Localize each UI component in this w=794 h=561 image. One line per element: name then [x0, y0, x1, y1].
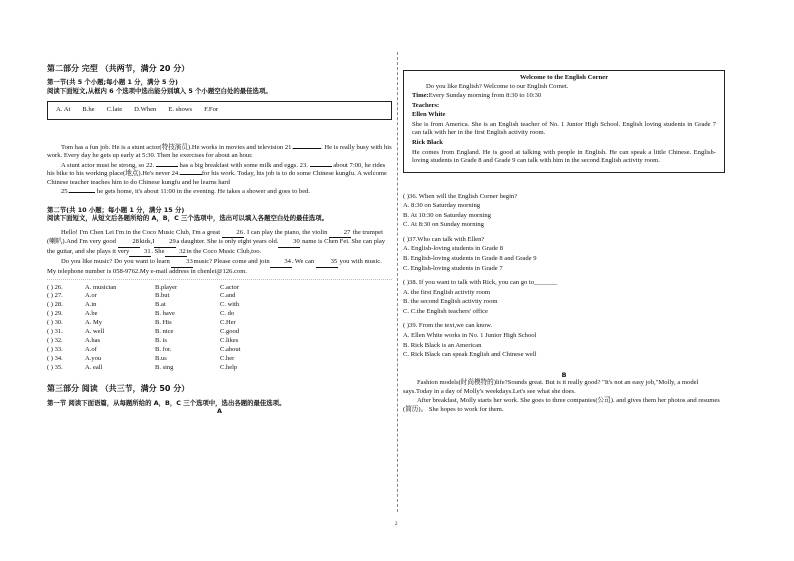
question-option: C. C.the English teachers' office — [403, 307, 488, 315]
question-option: A. Ellen White works in No. 1 Junior High School — [403, 331, 537, 339]
choice-number: ( ) 30. — [47, 319, 63, 327]
choice-c: C.good — [220, 327, 239, 335]
option-b: B.he — [82, 106, 95, 114]
english-corner-title: Welcome to the English Corner — [519, 74, 609, 81]
question-option: A. the first English activity room — [403, 288, 491, 296]
choice-b: B. nice — [155, 327, 174, 335]
choice-row — [47, 363, 240, 372]
cloze2-para1: Hello! I'm Chen Lei I'm in the Coco Music Club, I'm a great 26. I can play the piano, the violin 27 the trumpet (喇叭).And I'm very good 28kids,I 29a daughter. She is only eight years old. 30 name is Chen Fei. She can play the guitar, and she plays it very 31. She 32in the Coco Music Club,too. — [47, 229, 392, 258]
right-column — [403, 70, 725, 415]
choice-c: C.her — [220, 354, 235, 362]
choice-row — [47, 337, 240, 346]
question-option: A. 8:30 on Saturday morning — [403, 202, 481, 210]
choice-row — [47, 283, 240, 292]
teacher-name-2: Rick Black — [412, 138, 443, 146]
left-column — [47, 60, 392, 415]
cloze1-para1: Tom has a fun job. He is a stunt actor(特技演员).He works in movies and television 21. . He is really busy with his work. Every day he gets up early at 5:30. Then he exercises for about an hour. — [47, 143, 392, 160]
choice-number: ( ) 32. — [47, 336, 63, 344]
english-corner-time: Time:Every Sunday morning from 8:30 to 10:30 — [412, 92, 542, 100]
choice-number: ( ) 28. — [47, 301, 63, 309]
teacher-name-1: Ellen White — [412, 111, 446, 119]
part2-s2-title: 第二节(共 10 小题；每小题 1 分，满分 15 分) — [47, 205, 185, 214]
choice-b: B.but — [155, 292, 170, 300]
choice-row — [47, 301, 240, 310]
question-text: ( )36. When will the English Corner begin? — [403, 192, 518, 200]
question-option: A. English-loving students in Grade 8 — [403, 245, 503, 253]
option-a: A. At — [56, 106, 71, 114]
choice-row — [47, 310, 240, 319]
section-b-para1: Fashion models(时尚模特的)life?Sounds great. But is it really good? "It's not an easy job,"Molly, a model says.Today in a day of Molly's weekdays.Let's see what she does. — [403, 378, 699, 395]
cloze1-para2: A stunt actor must be strong, so 22. has a big breakfast with some milk and eggs. 23. about 7:00, he rides his bike to his working place(地点).He's never 24. for his work. Today, his job is to do some Chinese kungfu. A welcome Chinese teacher teaches him to do Chinese kungfu and he learns hard — [47, 161, 387, 186]
choice-row — [47, 355, 240, 364]
choice-c: C.Her — [220, 319, 236, 327]
teacher-desc-2: He comes from England. He is good at talking with people in English. He can speak a little Chinese. English-loving students in Grade 8 and Grade 9 can talk with him in the second English activity room. — [412, 148, 716, 165]
choice-a: A.you — [85, 354, 102, 362]
part2-s1-instructions: 阅读下面短文,从框内 6 个选项中选出能分别填入 5 个小题空白处的最佳选项。 — [47, 86, 272, 95]
separator — [47, 279, 392, 280]
choice-c: C.help — [220, 363, 238, 371]
section-a-label: A — [217, 407, 222, 416]
question-option: C. English-loving students in Grade 7 — [403, 264, 503, 272]
choices-table — [47, 283, 240, 372]
choice-number: ( ) 29. — [47, 310, 63, 318]
choice-a: A. well — [85, 327, 105, 335]
options-box — [47, 101, 392, 120]
english-corner-intro: Do you like English? Welcome to our English Cornet. — [426, 82, 569, 90]
choice-c: C. do — [220, 310, 235, 318]
question-item — [403, 236, 725, 273]
teacher-desc-1: She is from America. She is an English teacher of No. 1 Junior High School. English loving students in Grade 7 can talk with her in the first English activity room. — [412, 120, 716, 137]
questions-list — [403, 193, 725, 360]
question-option: C. At 8:30 on Sunday morning — [403, 221, 484, 229]
english-corner-box — [403, 70, 725, 173]
choice-a: A.has — [85, 336, 100, 344]
option-c: C.late — [106, 106, 123, 114]
choice-b: B. for. — [155, 345, 172, 353]
choice-number: ( ) 26. — [47, 283, 63, 291]
choice-c: C.actor — [220, 283, 239, 291]
question-option: B. Rick Black is an American — [403, 341, 482, 349]
question-text: ( )38. If you want to talk with Rick, you can go to_______ — [403, 279, 558, 287]
choice-a: A.in — [85, 301, 97, 309]
question-item — [403, 322, 725, 359]
question-option: B. English-loving students in Grade 8 and Grade 9 — [403, 255, 537, 262]
option-d: D.When — [134, 106, 157, 114]
page-number: 2 — [395, 522, 398, 527]
cloze1-para3: 25. he gets home, it's about 11:00 in the evening. He takes a shower and goes to bed. — [61, 188, 311, 196]
choice-b: B. is — [155, 336, 167, 344]
choice-b: B.at — [155, 301, 166, 309]
choice-b: B. sing — [155, 363, 174, 371]
option-f: F.For — [204, 106, 219, 114]
choice-number: ( ) 34. — [47, 354, 63, 362]
choice-a: A.of — [85, 345, 97, 353]
question-option: B. the second English activity room — [403, 298, 498, 306]
choice-a: A.be — [85, 310, 98, 318]
choice-c: C.likes — [220, 336, 239, 344]
question-text: ( )37.Who can talk with Ellen? — [403, 235, 485, 243]
question-item — [403, 193, 725, 230]
choice-row — [47, 328, 240, 337]
column-divider — [397, 52, 398, 512]
choice-b: B.player — [155, 283, 178, 291]
part2-s2-instructions: 阅读下面短文，从短文后各题所给的 A，B，C 三个选项中，选出可以填入各题空白处的最佳选项。 — [47, 214, 328, 223]
choice-b: B.us — [155, 354, 167, 362]
option-e: E. shows — [168, 106, 193, 114]
question-option: C. Rick Black can speak English and Chinese well — [403, 351, 537, 359]
choice-a: A. My — [85, 319, 102, 327]
choice-row — [47, 292, 240, 301]
choice-a: A. musician — [85, 283, 117, 291]
choice-a: A.or — [85, 292, 97, 300]
choice-row — [47, 346, 240, 355]
part3-s1-instructions: 第一节 阅读下面语篇，从每题所给的 A，B，C 三个选项中，选出各题的最佳选项。 — [47, 398, 286, 407]
choice-row — [47, 319, 240, 328]
choice-b: B. His — [155, 319, 172, 327]
cloze2-para2: Do you like music? Do you want to learn 33music? Please come and join 34. We can 35 you with music. My telephone number is 058-9762.My e-mail address in chenlei@126.com. — [47, 258, 382, 275]
part2-title: 第二部分 完型 （共两节，满分 20 分） — [47, 64, 190, 73]
section-b-label: B — [561, 370, 567, 379]
choice-c: C.and — [220, 292, 236, 300]
question-text: ( )39. From the text,we can know. — [403, 322, 493, 330]
teachers-label: Teachers: — [412, 101, 440, 109]
choice-number: ( ) 33. — [47, 345, 63, 353]
choice-c: C. with — [220, 301, 240, 309]
choice-c: C.about — [220, 345, 241, 353]
choice-number: ( ) 35. — [47, 363, 63, 371]
part2-s1-title: 第一节(共 5 个小题;每小题 1 分，满分 5 分) — [47, 78, 178, 87]
choice-number: ( ) 27. — [47, 292, 63, 300]
question-item — [403, 279, 725, 316]
question-option: B. At 10:30 on Saturday morning — [403, 211, 491, 219]
choice-number: ( ) 31. — [47, 327, 63, 335]
choice-b: B. have — [155, 310, 175, 318]
section-b-para2: After breakfast, Molly starts her work. She goes to three companies(公司). and gives them her photos and resumes (简历)。 She hopes to work for them. — [403, 397, 720, 413]
choice-a: A. eall — [85, 363, 103, 371]
part3-title: 第三部分 阅读 （共三节，满分 50 分） — [47, 384, 190, 394]
